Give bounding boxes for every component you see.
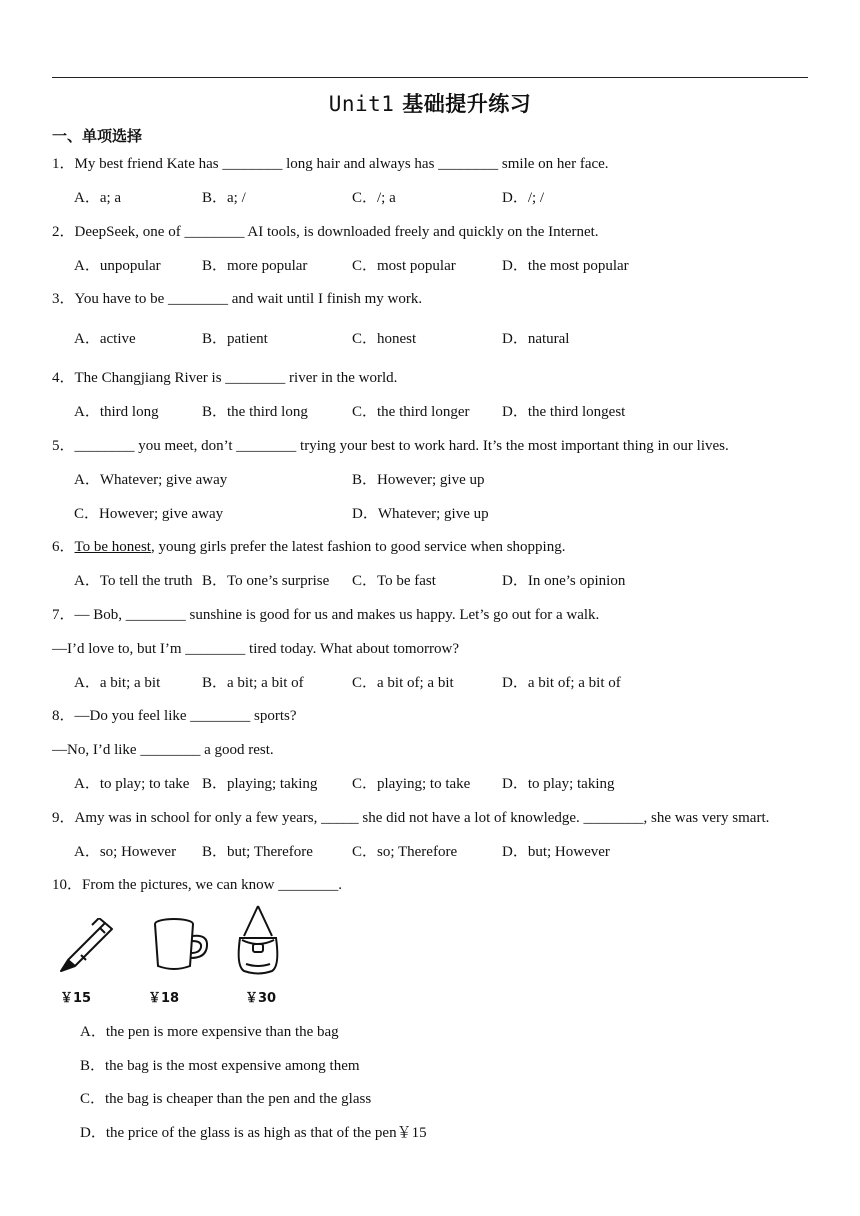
- pen-price: ￥15: [60, 991, 92, 1006]
- q3-option-c: C．honest: [352, 331, 417, 347]
- page-title: [0, 88, 860, 118]
- q4-option-d: D．the third longest: [502, 404, 626, 420]
- q10-option-a: A．the pen is more expensive than the bag: [80, 1024, 339, 1040]
- q8-option-b: B．playing; taking: [202, 776, 318, 792]
- q5-option-b: B．However; give up: [352, 472, 485, 488]
- bag-price: ￥30: [245, 991, 277, 1006]
- cup-icon: [150, 916, 214, 974]
- q10-option-d: D．the price of the glass is as high as that of the pen￥15: [80, 1125, 427, 1141]
- question-7-stem-2: —I’d love to, but I’m ________ tired today. What about tomorrow?: [52, 641, 459, 657]
- q6-underlined-phrase: To be honest: [74, 539, 151, 555]
- question-4-stem: 4．The Changjiang River is ________ river in the world.: [52, 370, 398, 386]
- question-8-stem: 8．—Do you feel like ________ sports?: [52, 708, 297, 724]
- header-rule: [52, 77, 808, 78]
- q5-option-a: A．Whatever; give away: [74, 472, 228, 488]
- q1-option-a: A．a; a: [74, 190, 122, 206]
- question-6-stem: [52, 537, 565, 557]
- q2-option-b: B．more popular: [202, 258, 308, 274]
- q9-option-b: B．but; Therefore: [202, 844, 313, 860]
- q6-option-a: A．To tell the truth: [74, 573, 193, 589]
- section-heading: 一、单项选择: [52, 127, 143, 145]
- q8-option-c: C．playing; to take: [352, 776, 471, 792]
- q7-option-a: A．a bit; a bit: [74, 675, 161, 691]
- q8-option-a: A．to play; to take: [74, 776, 190, 792]
- question-8-stem-2: —No, I’d like ________ a good rest.: [52, 742, 274, 758]
- pen-icon: [55, 918, 117, 976]
- q6-option-c: C．To be fast: [352, 573, 436, 589]
- q5-option-d: D．Whatever; give up: [352, 506, 489, 522]
- q1-option-c: C．/; a: [352, 190, 396, 206]
- q3-option-b: B．patient: [202, 331, 268, 347]
- q8-option-d: D．to play; taking: [502, 776, 615, 792]
- q1-option-d: D．/; /: [502, 190, 545, 206]
- q2-option-a: A．unpopular: [74, 258, 161, 274]
- question-7-stem: 7．— Bob, ________ sunshine is good for us and makes us happy. Let’s go out for a walk.: [52, 607, 600, 623]
- question-2-stem: 2．DeepSeek, one of ________ AI tools, is downloaded freely and quickly on the Internet.: [52, 224, 599, 240]
- q6-option-d: D．In one’s opinion: [502, 573, 626, 589]
- title-cn: 基础提升练习: [394, 92, 532, 116]
- question-3-stem: 3．You have to be ________ and wait until I finish my work.: [52, 291, 423, 307]
- q2-option-d: D．the most popular: [502, 258, 629, 274]
- q9-option-d: D．but; However: [502, 844, 610, 860]
- q3-option-a: A．active: [74, 331, 136, 347]
- q10-option-c: C．the bag is cheaper than the pen and the glass: [80, 1091, 372, 1107]
- q4-option-b: B．the third long: [202, 404, 308, 420]
- question-5-stem: 5．________ you meet, don’t ________ trying your best to work hard. It’s the most important thing in our lives.: [52, 438, 729, 454]
- q10-option-b: B．the bag is the most expensive among them: [80, 1058, 360, 1074]
- question-10-stem: 10．From the pictures, we can know ________.: [52, 877, 342, 893]
- question-9-stem: 9．Amy was in school for only a few years, _____ she did not have a lot of knowledge. ________, she was very smart.: [52, 810, 770, 826]
- q5-option-c: C．However; give away: [74, 506, 224, 522]
- question-1-stem: 1．My best friend Kate has ________ long hair and always has ________ smile on her face.: [52, 156, 609, 172]
- q9-option-c: C．so; Therefore: [352, 844, 458, 860]
- q7-option-d: D．a bit of; a bit of: [502, 675, 621, 691]
- q6-number: 6．: [52, 539, 75, 555]
- bag-icon: [232, 904, 284, 976]
- q1-option-b: B．a; /: [202, 190, 246, 206]
- q4-option-c: C．the third longer: [352, 404, 470, 420]
- q6-stem-rest: , young girls prefer the latest fashion to good service when shopping.: [150, 539, 566, 555]
- cup-price: ￥18: [148, 991, 180, 1006]
- q4-option-a: A．third long: [74, 404, 159, 420]
- q7-option-b: B．a bit; a bit of: [202, 675, 304, 691]
- q2-option-c: C．most popular: [352, 258, 456, 274]
- q7-option-c: C．a bit of; a bit: [352, 675, 454, 691]
- q6-option-b: B．To one’s surprise: [202, 573, 330, 589]
- q9-option-a: A．so; However: [74, 844, 177, 860]
- title-latin: Unit1: [328, 92, 395, 116]
- q3-option-d: D．natural: [502, 331, 570, 347]
